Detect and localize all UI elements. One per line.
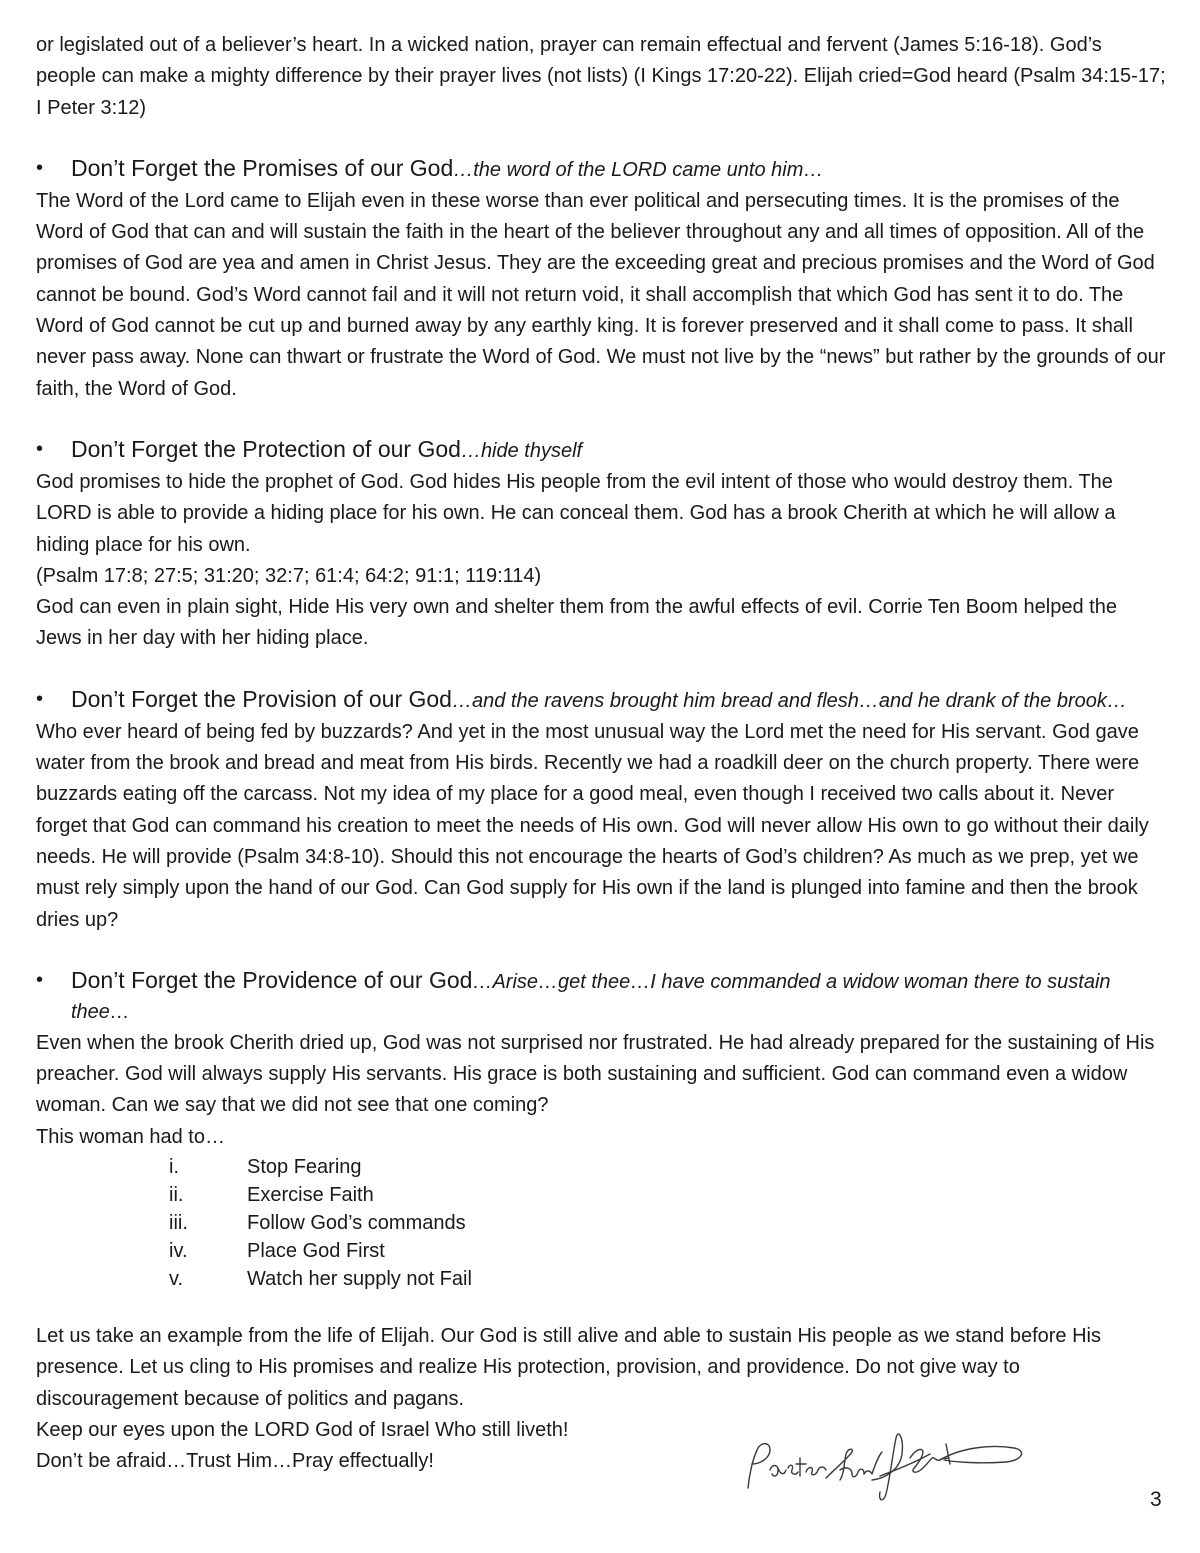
bullet-icon: • [36, 156, 44, 179]
signature-image [740, 1418, 1030, 1506]
heading-quote: …and the ravens brought him bread and flesh…and he drank of the brook… [451, 689, 1127, 712]
section-heading [36, 433, 1166, 467]
list-item [36, 1209, 1166, 1237]
list-item [36, 1265, 1166, 1293]
list-text: Stop Fearing [247, 1156, 362, 1179]
section-protection [36, 433, 1166, 655]
list-text: Exercise Faith [247, 1184, 374, 1207]
page-number: 3 [1150, 1488, 1162, 1511]
bullet-icon: • [36, 437, 44, 460]
heading-text: Don’t Forget the Providence of our God [71, 966, 473, 993]
section-paragraph: Even when the brook Cherith dried up, God was not surprised nor frustrated. He had already prepared for the sustaining of His preacher. God will always supply His servants. His grace is both sustaining and sufficient. God can command even a widow woman. Can we say that we did not see that one coming? [36, 1031, 1155, 1117]
signature-strokes [748, 1434, 1022, 1500]
bullet-icon: • [36, 968, 44, 991]
closing-line: Don’t be afraid…Trust Him…Pray effectually! [36, 1450, 434, 1473]
list-number: i. [169, 1156, 179, 1179]
section-paragraph: The Word of the Lord came to Elijah even in these worse than ever political and persecuting times. It is the promises of the Word of God that can and will sustain the faith in the heart of the believer throughout any and all times of opposition. All of the promises of God are yea and amen in Christ Jesus. They are the exceeding great and precious promises and the Word of God cannot be bound. God’s Word cannot fail and it will not return void, it shall accomplish that which God has sent it to do. The Word of God cannot be cut up and burned away by any earthly king. It is forever preserved and it shall come to pass. It shall never pass away. None can thwart or frustrate the Word of God. We must not live by the “news” but rather by the grounds of our faith, the Word of God. [36, 189, 1166, 400]
section-paragraph: God can even in plain sight, Hide His very own and shelter them from the awful effects of evil. Corrie Ten Boom helped the Jews in her day with her hiding place. [36, 596, 1117, 650]
section-promises [36, 152, 1166, 405]
heading-quote: …hide thyself [460, 439, 583, 462]
list-item [36, 1237, 1166, 1265]
heading-text: Don’t Forget the Protection of our God [71, 435, 461, 462]
list-item [36, 1153, 1166, 1181]
section-providence [36, 964, 1166, 1293]
list-number: ii. [169, 1184, 184, 1207]
list-number: v. [169, 1268, 184, 1291]
heading-quote: …Arise…get thee…I have commanded a widow woman there to sustain thee… [71, 970, 1111, 1023]
document-page [36, 30, 1166, 1478]
heading-text: Don’t Forget the Promises of our God [71, 154, 454, 181]
list-text: Watch her supply not Fail [247, 1268, 472, 1291]
list-number: iii. [169, 1212, 188, 1235]
list-text: Follow God’s commands [247, 1212, 466, 1235]
heading-quote: …the word of the LORD came unto him… [453, 158, 824, 181]
closing-paragraph: Let us take an example from the life of Elijah. Our God is still alive and able to sustain His people as we stand before His presence. Let us cling to His promises and realize His protection, provision, and providence. Do not give way to discouragement because of politics and pagans. [36, 1325, 1101, 1410]
scripture-references: (Psalm 17:8; 27:5; 31:20; 32:7; 61:4; 64:2; 91:1; 119:114) [36, 564, 542, 587]
list-intro: This woman had to… [36, 1125, 225, 1148]
list-item [36, 1181, 1166, 1209]
section-paragraph: Who ever heard of being fed by buzzards? And yet in the most unusual way the Lord met the need for His servant. God gave water from the brook and bread and meat from His birds. Recently we had a roadkill deer on the church property. There were buzzards eating off the carcass. Not my idea of my place for a good meal, even though I received two calls about it. Never forget that God can command his creation to meet the needs of His own. God will never allow His own to go without their daily needs. He will provide (Psalm 34:8-10). Should this not encourage the hearts of God’s children? As much as we prep, yet we must rely simply upon the hand of our God. Can God supply for His own if the land is plunged into famine and then the brook dries up? [36, 720, 1149, 931]
section-paragraph: God promises to hide the prophet of God. God hides His people from the evil intent of those who would destroy them. The LORD is able to provide a hiding place for his own. He can conceal them. God has a brook Cherith at which he will allow a hiding place for his own. [36, 470, 1116, 556]
bullet-icon: • [36, 687, 44, 710]
section-provision [36, 683, 1166, 936]
list-text: Place God First [247, 1240, 385, 1263]
list-number: iv. [169, 1240, 188, 1263]
intro-paragraph: or legislated out of a believer’s heart. In a wicked nation, prayer can remain effectual and fervent (James 5:16-18). God’s people can make a mighty difference by their prayer lives (not lists) (I Kings 17:20-22). Elijah cried=God heard (Psalm 34:15-17; I Peter 3:12) [36, 34, 1166, 119]
closing-line: Keep our eyes upon the LORD God of Israel Who still liveth! [36, 1418, 569, 1441]
section-heading [36, 152, 1166, 186]
heading-text: Don’t Forget the Provision of our God [71, 685, 452, 712]
roman-numeral-list [36, 1153, 1166, 1293]
section-heading [36, 683, 1166, 717]
section-heading [36, 964, 1166, 1028]
